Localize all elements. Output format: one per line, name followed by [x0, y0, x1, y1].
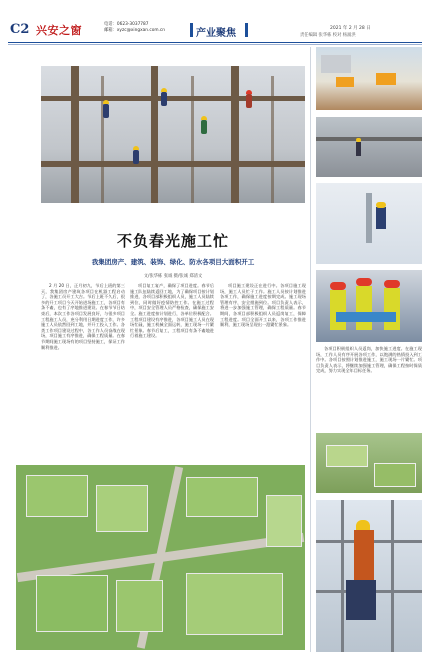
issue-date: 2021 年 2 月 28 日 — [330, 26, 371, 31]
editor-credits: 责任编辑 张华栋 校对 杨涌洪 — [300, 33, 356, 38]
column-3-text: 项目施工建设正在进行中。各项目施工现场，施工人员忙于工作。施工人员按计划推进各项工作，确保施工进度按期完成。施工现场管理有序，安全措施到位。项目负责人表示，将进一步加强施工管理，确保工程质量。春节期间，各项目部积极组织人员返岗复工，保障工程进度。项目全面开工以来，各项工作推进顺利，施工现场呈现出一派繁忙景象。 — [220, 283, 306, 328]
newspaper-logo: 兴安之窗 — [36, 24, 82, 37]
article-headline: 不负春光施工忙 — [116, 232, 229, 250]
phone-line: 电话：0623-3037787 — [104, 22, 149, 27]
photo-excavators-site — [316, 47, 422, 110]
contact-info — [104, 22, 165, 34]
aerial-photo-landscaping — [16, 465, 305, 650]
page-header — [0, 0, 430, 44]
section-bar-right — [245, 23, 248, 37]
column-2-text: 项目复工复产，确保了项目进度。春节后施工队伍陆续返回工地，为了确保项目按计划推进，各项目部积极组织人员，施工人员陆续到位，同时做好疫情防控工作。在施工过程中，项目安全管理人员严格检查，确保施工安全。施工进度按计划进行，各单位积极配合。工程项目建设有序推进，各项目施工人员在现场忙碌，施工机械全面运转，施工现场一片繁忙景象。春节后复工，工程项目有条不紊地进行着施工建设。 — [130, 283, 214, 339]
column-1-text: 2 月 20 日，正月初九，节后上班的第三天，我集团房产建筑各项目在机器工程启动了，各施工员开工大吉。节后上班不久后，很多的开工项目今天开始进场施工工，各项目有条不紊，也有了序地推进建设。在春节节日结束后，本次工作各项目发展良好，与很多项目工程施工人员，充分利用日期进度工作，许多施工人员依然回到工地，并开工投入工作。各类工作项目建设过程中，各工作人员奋战在现场，项目施工有序推进，确保工程质量。在春节期间施工现场有的项目坚持施工，保证工作顺利推进。 — [41, 283, 125, 350]
photo-greening-aerial — [316, 433, 422, 493]
header-rule — [8, 42, 422, 43]
column-divider — [310, 47, 311, 652]
article-byline: 文/张华栋 张诚 摄/张诚 郑清文 — [143, 274, 203, 279]
page-number: C2 — [10, 22, 30, 37]
photo-engineers-review-plans — [316, 270, 422, 342]
right-column-text — [316, 346, 422, 430]
article-column-2 — [130, 283, 214, 459]
header-rule-thin — [8, 44, 422, 45]
article-subheadline: 我集团房产、建筑、装饰、绿化、防水各项目大面积开工 — [91, 258, 255, 266]
photo-interior-construction — [316, 117, 422, 177]
photo-scaffold-worker — [316, 500, 422, 652]
right-column-paragraph: 各项目积极组织人员返岗，加快施工进度。在施工现场，工作人员有序开展各项工作，以饱满的热情投入到工作中。各项目按照计划推进施工，施工现场一片繁忙。项目负责人表示，将继续加强施工管理，确保工程按时保质完成，努力实现全年目标任务。 — [316, 346, 422, 374]
email-line: 邮箱：xyzc@xingxan.com.cn — [104, 28, 165, 33]
article-column-3 — [220, 283, 306, 459]
article-column-1 — [41, 283, 125, 459]
section-title: 产业聚焦 — [196, 28, 236, 39]
main-photo-steel-frame — [41, 66, 305, 203]
section-bar-left — [190, 23, 193, 37]
photo-ceiling-installation — [316, 183, 422, 264]
